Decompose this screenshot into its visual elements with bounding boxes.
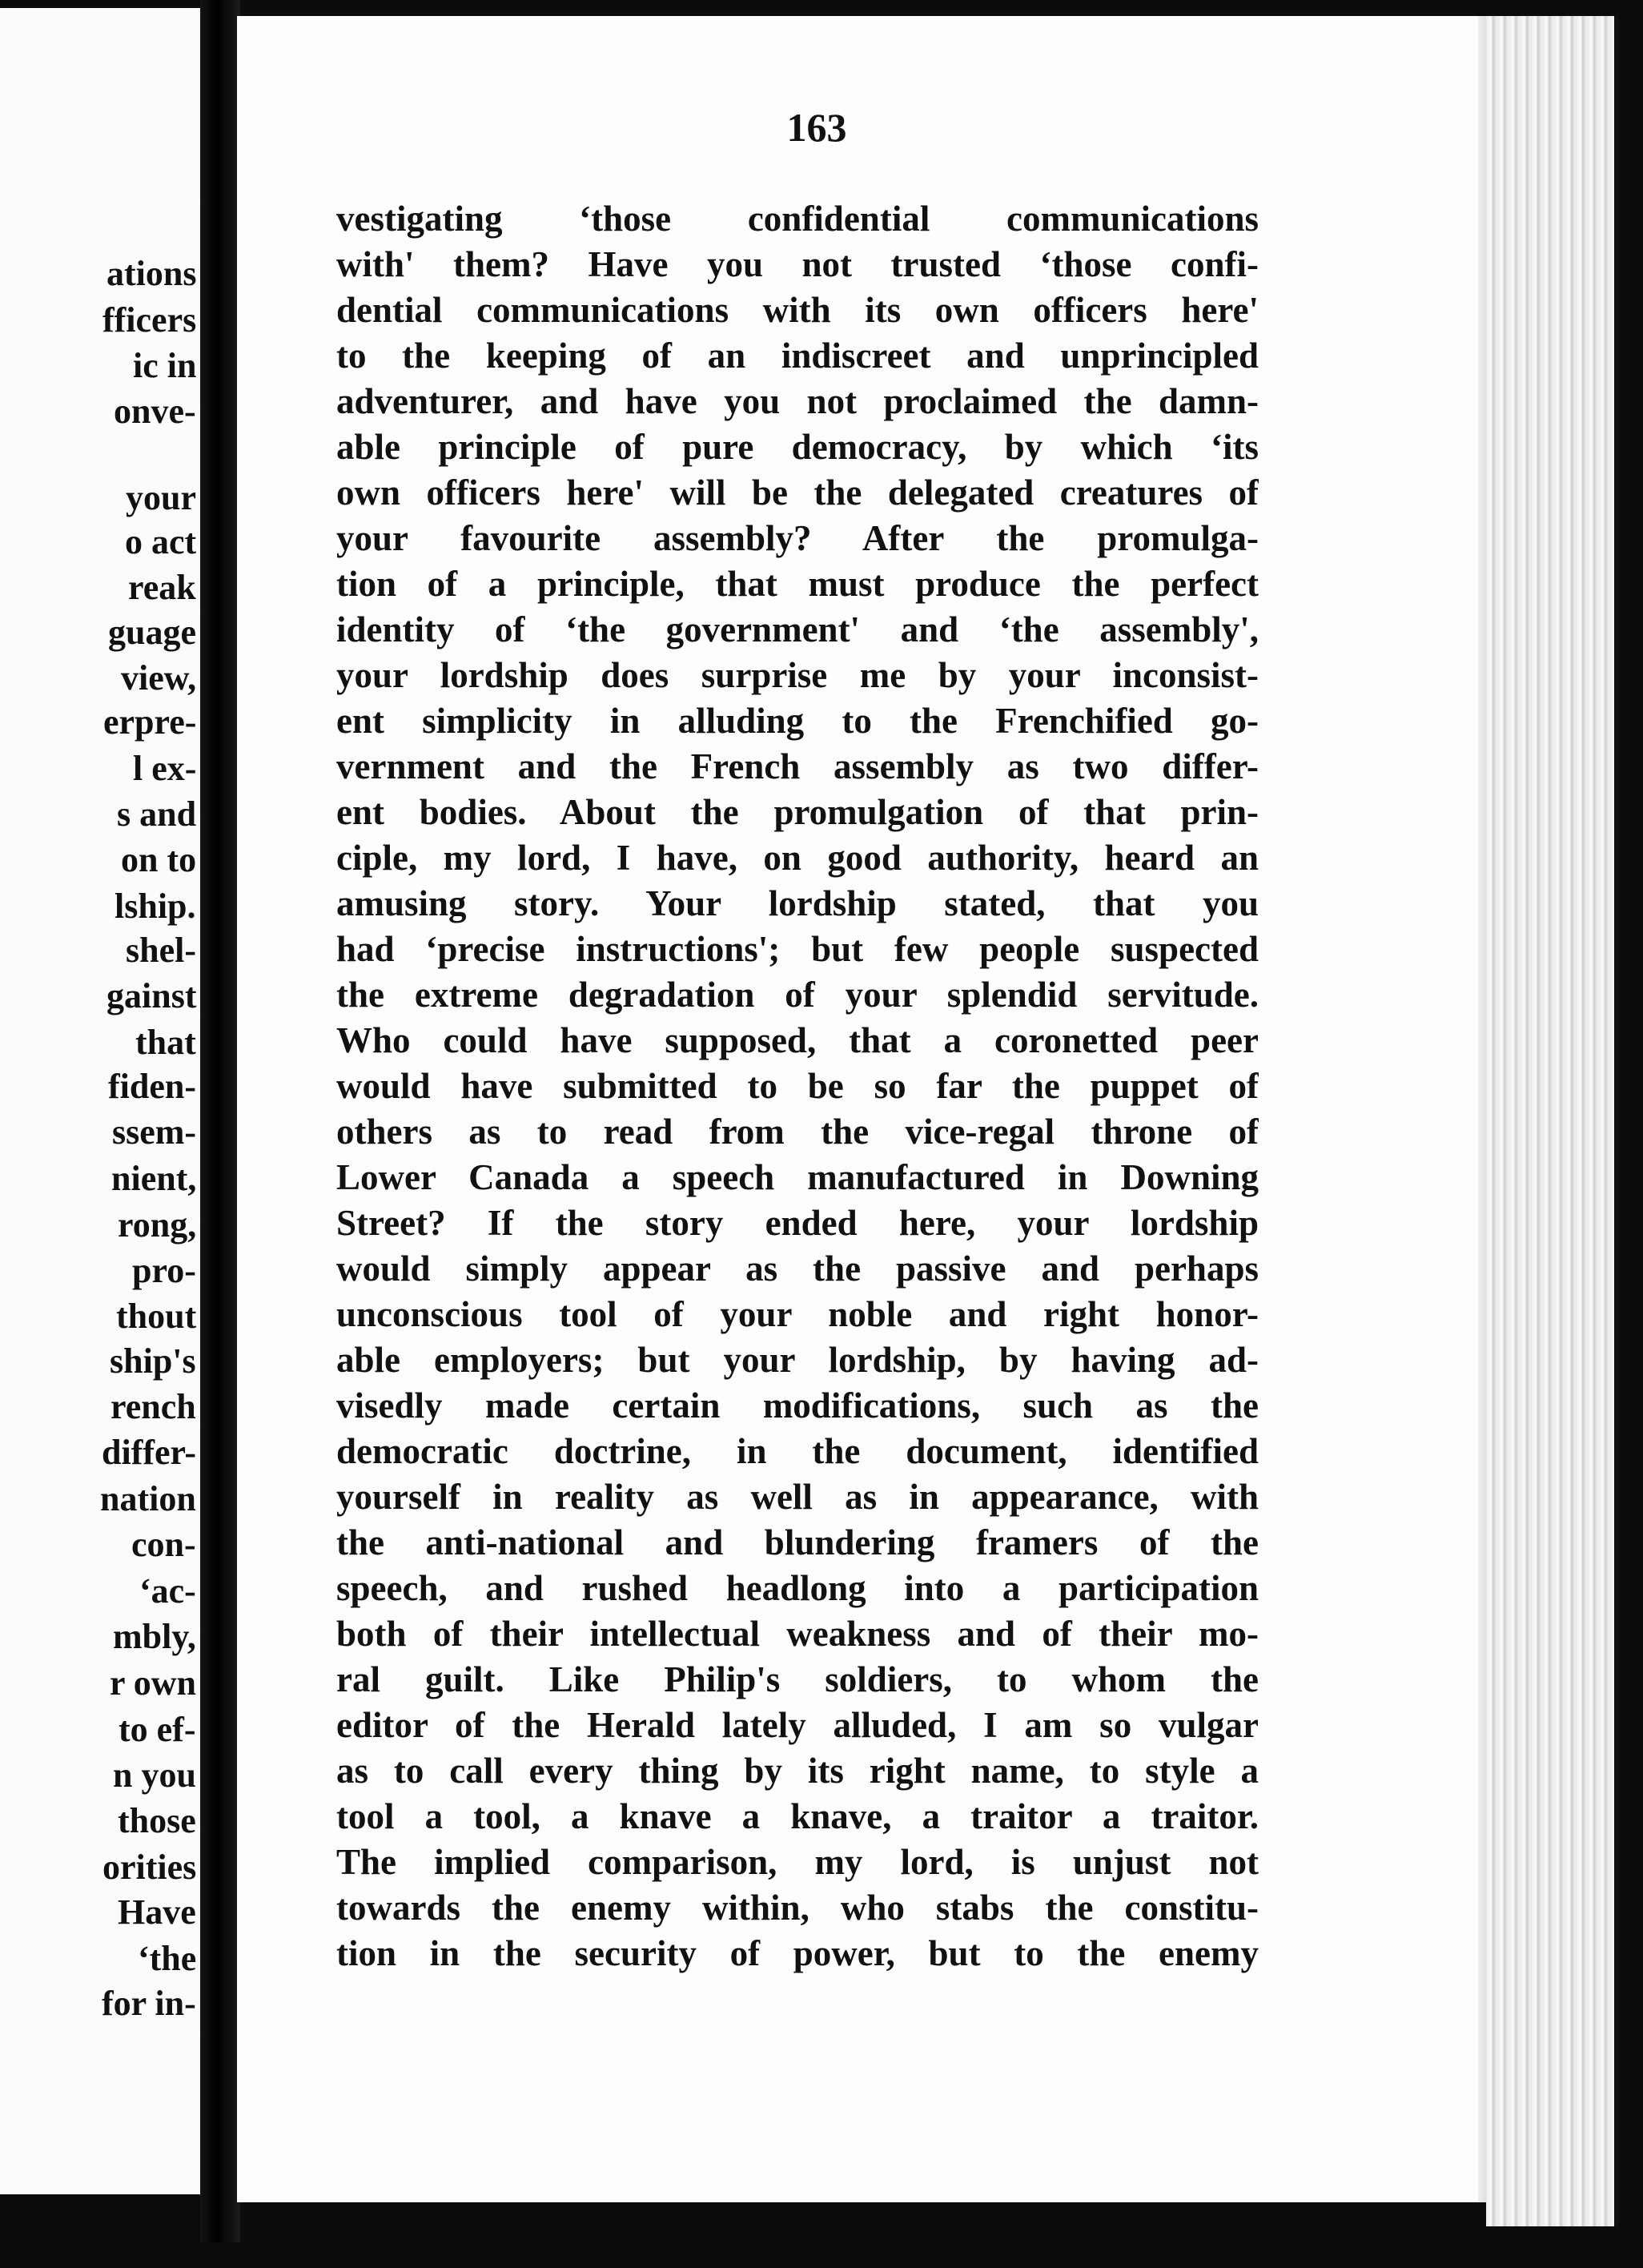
text-line: ent bodies. About the promulgation of that prin- — [336, 792, 1259, 832]
text-line: Lower Canada a speech manufactured in Downing — [336, 1157, 1259, 1197]
left-page-fragment: ations — [106, 254, 197, 293]
page-number: 163 — [786, 105, 847, 150]
text-line: both of their intellectual weakness and of their mo- — [336, 1614, 1259, 1654]
left-page-fragment: view, — [121, 658, 197, 698]
text-line: your favourite assembly? After the promulga- — [336, 518, 1259, 558]
left-page-fragment: lship. — [114, 887, 196, 926]
left-page-fragment: l ex- — [133, 749, 197, 788]
text-line: vernment and the French assembly as two differ- — [336, 746, 1259, 786]
text-line: ent simplicity in alluding to the Frenchified go- — [336, 701, 1259, 741]
text-line: the anti-national and blundering framers of the — [336, 1522, 1259, 1562]
text-line: tion in the security of power, but to the enemy — [336, 1933, 1259, 1973]
text-line: your lordship does surprise me by your inconsist- — [336, 655, 1259, 695]
text-line: with' them? Have you not trusted ‘those confi- — [336, 244, 1259, 284]
text-line: tion of a principle, that must produce the perfect — [336, 564, 1259, 604]
left-page-fragment: Have — [118, 1892, 196, 1932]
text-line: visedly made certain modifications, such as the — [336, 1385, 1259, 1426]
book-gutter — [200, 0, 240, 2242]
left-page-fragment: pro- — [132, 1251, 196, 1290]
left-page-fragment: reak — [128, 568, 196, 607]
text-line: ral guilt. Like Philip's soldiers, to whom the — [336, 1659, 1259, 1699]
text-line: vestigating ‘those confidential communications — [336, 199, 1259, 239]
text-line: editor of the Herald lately alluded, I am so vulgar — [336, 1705, 1259, 1745]
left-page-fragment: fficers — [102, 300, 197, 340]
left-page-fragment: ‘ac- — [139, 1571, 196, 1611]
left-page-fragment: orities — [102, 1848, 197, 1887]
left-page-fragment: those — [118, 1801, 196, 1840]
left-page-fragment: differ- — [102, 1433, 197, 1472]
left-page-fragment: thout — [116, 1297, 197, 1336]
text-line: to the keeping of an indiscreet and unprincipled — [336, 336, 1259, 376]
text-line: had ‘precise instructions'; but few people suspected — [336, 929, 1259, 969]
text-line: able employers; but your lordship, by having ad- — [336, 1340, 1259, 1380]
left-page-fragment: rench — [110, 1387, 196, 1426]
left-page-fragment: ic in — [133, 346, 197, 385]
text-line: yourself in reality as well as in appearance, with — [336, 1477, 1259, 1517]
left-page-fragment: shel- — [126, 931, 196, 970]
text-line: ciple, my lord, I have, on good authority, heard an — [336, 838, 1259, 878]
left-page-fragment: for in- — [102, 1984, 196, 2023]
left-page-fragment: to ef- — [119, 1710, 196, 1749]
text-line: would have submitted to be so far the puppet of — [336, 1066, 1259, 1106]
left-facing-page — [0, 8, 200, 2194]
text-line: Street? If the story ended here, your lordship — [336, 1203, 1259, 1243]
left-page-fragment: gainst — [106, 976, 197, 1015]
left-page-fragment: nation — [100, 1479, 196, 1518]
left-page-fragment: ship's — [110, 1341, 196, 1381]
left-page-fragment: con- — [131, 1525, 196, 1564]
text-line: speech, and rushed headlong into a participation — [336, 1568, 1259, 1608]
page-stack-edges — [1486, 16, 1619, 2226]
left-page-fragment: r own — [110, 1663, 196, 1703]
text-line: adventurer, and have you not proclaimed the damn- — [336, 381, 1259, 421]
text-line: democratic doctrine, in the document, identified — [336, 1431, 1259, 1471]
text-line: own officers here' will be the delegated creatures of — [336, 472, 1259, 513]
text-line: towards the enemy within, who stabs the constitu- — [336, 1888, 1259, 1928]
left-page-fragment: that — [135, 1023, 196, 1062]
text-line: identity of ‘the government' and ‘the assembly', — [336, 609, 1259, 649]
body-text — [336, 196, 1259, 1976]
left-page-fragment: s and — [117, 794, 197, 834]
text-line: Who could have supposed, that a coronetted peer — [336, 1020, 1259, 1060]
left-page-fragment: n you — [113, 1755, 196, 1795]
text-line: amusing story. Your lordship stated, that you — [336, 883, 1259, 923]
text-line: The implied comparison, my lord, is unjust not — [336, 1842, 1259, 1882]
left-page-fragment: fiden- — [108, 1067, 196, 1106]
left-page-fragment: erpre- — [103, 702, 197, 742]
left-page-fragment: on to — [121, 840, 197, 879]
left-page-fragment: ‘the — [138, 1939, 197, 1978]
left-page-fragment: rong, — [118, 1205, 197, 1245]
left-page-fragment: ssem- — [112, 1112, 197, 1152]
left-page-fragment: your — [126, 478, 196, 517]
text-line: the extreme degradation of your splendid servitude. — [336, 975, 1259, 1015]
text-line: would simply appear as the passive and perhaps — [336, 1249, 1259, 1289]
left-page-fragment: mbly, — [113, 1617, 196, 1656]
text-line: able principle of pure democracy, by which ‘its — [336, 427, 1259, 467]
left-page-fragment: guage — [108, 613, 196, 652]
left-page-fragment: nient, — [111, 1159, 197, 1198]
left-page-fragment: onve- — [114, 392, 196, 431]
left-page-fragment: o act — [125, 522, 197, 561]
text-line: tool a tool, a knave a knave, a traitor a traitor. — [336, 1796, 1259, 1836]
text-line: dential communications with its own officers here' — [336, 290, 1259, 330]
text-line: unconscious tool of your noble and right honor- — [336, 1294, 1259, 1334]
text-line: as to call every thing by its right name, to style a — [336, 1751, 1259, 1791]
left-page-text-fragments — [0, 8, 200, 2194]
text-line: others as to read from the vice-regal throne of — [336, 1112, 1259, 1152]
